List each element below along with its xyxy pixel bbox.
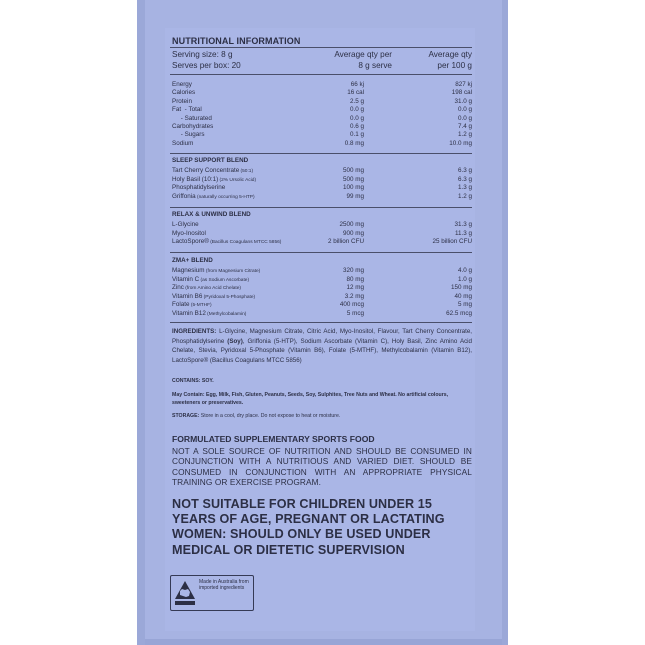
may-contain: May Contain: Egg, Milk, Fish, Gluten, Peanuts, Seeds, Soy, Sulphites, Tree Nuts and Wheat. No artificial colours, sweeteners or preservatives. bbox=[172, 392, 449, 406]
value-per-100g: 150 mg bbox=[450, 284, 472, 291]
ingredients-part-b: , Griffonia (5-HTP), Sodium Ascorbate (Vitamin C), Holy Basil, Zinc Amino Acid Chelate, Stevia, Pyridoxal 5-Phosphate (Vitamin B6), Folate (5-MTHF), Methylcobalamin (Vitamin B12), LactoSpore® (Bacillus Coagulans MTCC 5856) bbox=[172, 337, 472, 364]
row-label-note: (as Sodium Ascorbate) bbox=[199, 277, 250, 283]
row-label-text: Vitamin B12 bbox=[172, 309, 206, 317]
col1-header-line1: Average qty per bbox=[334, 50, 392, 59]
divider bbox=[170, 47, 472, 48]
col2-header-line1: Average qty bbox=[428, 50, 472, 59]
made-in-australia-logo-icon bbox=[174, 580, 196, 606]
ingredients-part-a: L-Glycine, Magnesium Citrate, Citric Acid, Myo-Inositol, Flavour, Tart Cherry Concentrate, Phosphatidylserine bbox=[172, 328, 472, 345]
value-per-100g: 6.3 g bbox=[457, 167, 472, 174]
relax-blend-title: RELAX & UNWIND BLEND bbox=[172, 211, 251, 218]
value-per-100g: 7.4 g bbox=[457, 123, 472, 130]
value-per-serve: 0.6 g bbox=[349, 123, 364, 130]
divider bbox=[170, 252, 472, 253]
value-per-serve: 0.8 mg bbox=[344, 139, 364, 147]
serves-per-box: Serves per box: 20 bbox=[172, 61, 241, 70]
value-per-serve: 0.1 g bbox=[349, 131, 364, 139]
row-label-text: Energy bbox=[172, 81, 192, 88]
row-label-text: Magnesium bbox=[172, 267, 205, 274]
row-label-note: (5-MTHF) bbox=[189, 303, 212, 308]
row-label bbox=[172, 309, 246, 319]
row-label-note: (2% Ursolic Acid) bbox=[218, 177, 257, 183]
row-label-text: Vitamin C bbox=[172, 275, 200, 283]
serving-size: Serving size: 8 g bbox=[172, 50, 233, 59]
row-label-note: (50:1) bbox=[239, 169, 254, 174]
value-per-100g: 25 billion CFU bbox=[432, 238, 472, 246]
row-label-text: Sodium bbox=[172, 139, 194, 147]
formulated-title: FORMULATED SUPPLEMENTARY SPORTS FOOD bbox=[172, 434, 375, 444]
value-per-100g: 40 mg bbox=[454, 292, 472, 300]
value-per-100g: 6.3 g bbox=[457, 175, 472, 183]
row-label-text: Myo-Inositol bbox=[172, 229, 206, 237]
value-per-serve: 3.2 mg bbox=[344, 292, 364, 300]
made-in-australia-text: Made in Australia from imported ingredients bbox=[199, 579, 249, 592]
row-label-text: Tart Cherry Concentrate bbox=[172, 167, 240, 174]
formulated-text: NOT A SOLE SOURCE OF NUTRITION AND SHOULD BE CONSUMED IN CONJUNCTION WITH A NUTRITIOUS AND VARIED DIET. SHOULD BE CONSUMED IN CONJUNCTION WITH AN APPROPRIATE PHYSICAL TRAINING OR EXERCISE PROGRAM. bbox=[172, 446, 472, 488]
divider bbox=[170, 153, 472, 154]
row-label-text: Holy Basil (10:1) bbox=[172, 175, 219, 183]
row-label-text: Calories bbox=[172, 89, 196, 97]
value-per-100g: 4.0 g bbox=[457, 267, 472, 274]
row-label-text: Phosphatidylserine bbox=[172, 184, 226, 191]
ingredients-text bbox=[172, 327, 472, 365]
divider bbox=[170, 322, 472, 323]
value-per-serve: 80 mg bbox=[346, 275, 364, 283]
value-per-serve: 0.0 g bbox=[349, 114, 364, 122]
table-row bbox=[172, 237, 472, 246]
divider-thick bbox=[170, 74, 472, 75]
row-label-note: (Pyridoxal 5-Phosphate) bbox=[202, 294, 256, 300]
sleep-blend-title: SLEEP SUPPORT BLEND bbox=[172, 157, 249, 164]
col2-header-line2: per 100 g bbox=[437, 61, 472, 70]
zma-blend-title: ZMA+ BLEND bbox=[172, 257, 213, 264]
row-label-text: Griffonia bbox=[172, 192, 196, 200]
value-per-serve: 2500 mg bbox=[339, 221, 364, 228]
storage bbox=[172, 412, 472, 420]
value-per-100g: 827 kj bbox=[455, 81, 472, 88]
value-per-100g: 31.0 g bbox=[454, 97, 472, 105]
col1-header-line2: 8 g serve bbox=[358, 61, 392, 70]
value-per-serve: 320 mg bbox=[342, 267, 364, 274]
row-label-text: Fat - Total bbox=[172, 106, 202, 114]
value-per-serve: 0.0 g bbox=[349, 106, 364, 114]
ingredients-soy: (Soy) bbox=[227, 337, 243, 345]
row-label-note: (Methylcobalamin) bbox=[205, 311, 247, 317]
value-per-100g: 198 cal bbox=[451, 89, 472, 97]
value-per-serve: 99 mg bbox=[346, 192, 364, 200]
row-label-text: - Sugars bbox=[172, 131, 205, 139]
row-label-text: Folate bbox=[172, 301, 190, 308]
row-label-text: Protein bbox=[172, 97, 192, 105]
row-label-note: (Bacillus Coagulans MTCC 5856) bbox=[208, 240, 282, 246]
made-in-australia-badge bbox=[170, 575, 254, 611]
row-label-note: (from Amino Acid Chelate) bbox=[183, 286, 241, 291]
row-label bbox=[172, 192, 255, 202]
row-label-note: (from Magnesium Citrate) bbox=[204, 269, 261, 274]
table-row bbox=[172, 139, 472, 148]
value-per-100g: 1.2 g bbox=[457, 131, 472, 139]
contains-allergen: CONTAINS: SOY. bbox=[172, 378, 214, 384]
value-per-serve: 500 mg bbox=[342, 167, 364, 174]
value-per-serve: 100 mg bbox=[342, 184, 364, 191]
row-label-text: Zinc bbox=[172, 284, 184, 291]
value-per-100g: 1.2 g bbox=[457, 192, 472, 200]
table-row bbox=[172, 309, 472, 318]
value-per-100g: 0.0 g bbox=[457, 114, 472, 122]
row-label bbox=[172, 139, 193, 148]
value-per-100g: 11.3 g bbox=[454, 229, 472, 237]
value-per-100g: 1.0 g bbox=[457, 275, 472, 283]
value-per-100g: 0.0 g bbox=[457, 106, 472, 114]
row-label-text: Carbohydrates bbox=[172, 123, 214, 130]
divider bbox=[170, 207, 472, 208]
value-per-100g: 5 mg bbox=[458, 301, 472, 308]
table-row bbox=[172, 192, 472, 201]
row-label-text: LactoSpore® bbox=[172, 238, 209, 246]
row-label bbox=[172, 237, 281, 247]
value-per-serve: 900 mg bbox=[342, 229, 364, 237]
row-label-text: Vitamin B6 bbox=[172, 292, 203, 300]
value-per-100g: 1.3 g bbox=[457, 184, 472, 191]
warning-statement: NOT SUITABLE FOR CHILDREN UNDER 15 YEARS OF AGE, PREGNANT OR LACTATING WOMEN: SHOULD ONLY BE USED UNDER MEDICAL OR DIETETIC SUPERVISION bbox=[172, 497, 445, 557]
value-per-serve: 2 billion CFU bbox=[327, 238, 364, 246]
nutrition-title: NUTRITIONAL INFORMATION bbox=[172, 36, 301, 46]
value-per-serve: 12 mg bbox=[346, 284, 364, 291]
row-label-note: (naturally occurring 5-HTP) bbox=[195, 194, 255, 200]
row-label-text: L-Glycine bbox=[172, 221, 199, 228]
value-per-serve: 5 mcg bbox=[346, 309, 364, 317]
storage-text: Store in a cool, dry place. Do not expose to heat or moisture. bbox=[199, 413, 341, 419]
value-per-100g: 62.5 mcg bbox=[446, 309, 472, 317]
value-per-serve: 400 mcg bbox=[339, 301, 364, 308]
value-per-100g: 10.0 mg bbox=[449, 139, 472, 147]
value-per-serve: 2.5 g bbox=[349, 97, 364, 105]
value-per-serve: 500 mg bbox=[342, 175, 364, 183]
value-per-serve: 66 kj bbox=[350, 81, 364, 88]
storage-label: STORAGE: bbox=[172, 413, 200, 419]
value-per-100g: 31.3 g bbox=[454, 221, 472, 228]
row-label-text: - Saturated bbox=[172, 114, 212, 122]
value-per-serve: 16 cal bbox=[347, 89, 364, 97]
ingredients-label: INGREDIENTS: bbox=[172, 328, 217, 335]
